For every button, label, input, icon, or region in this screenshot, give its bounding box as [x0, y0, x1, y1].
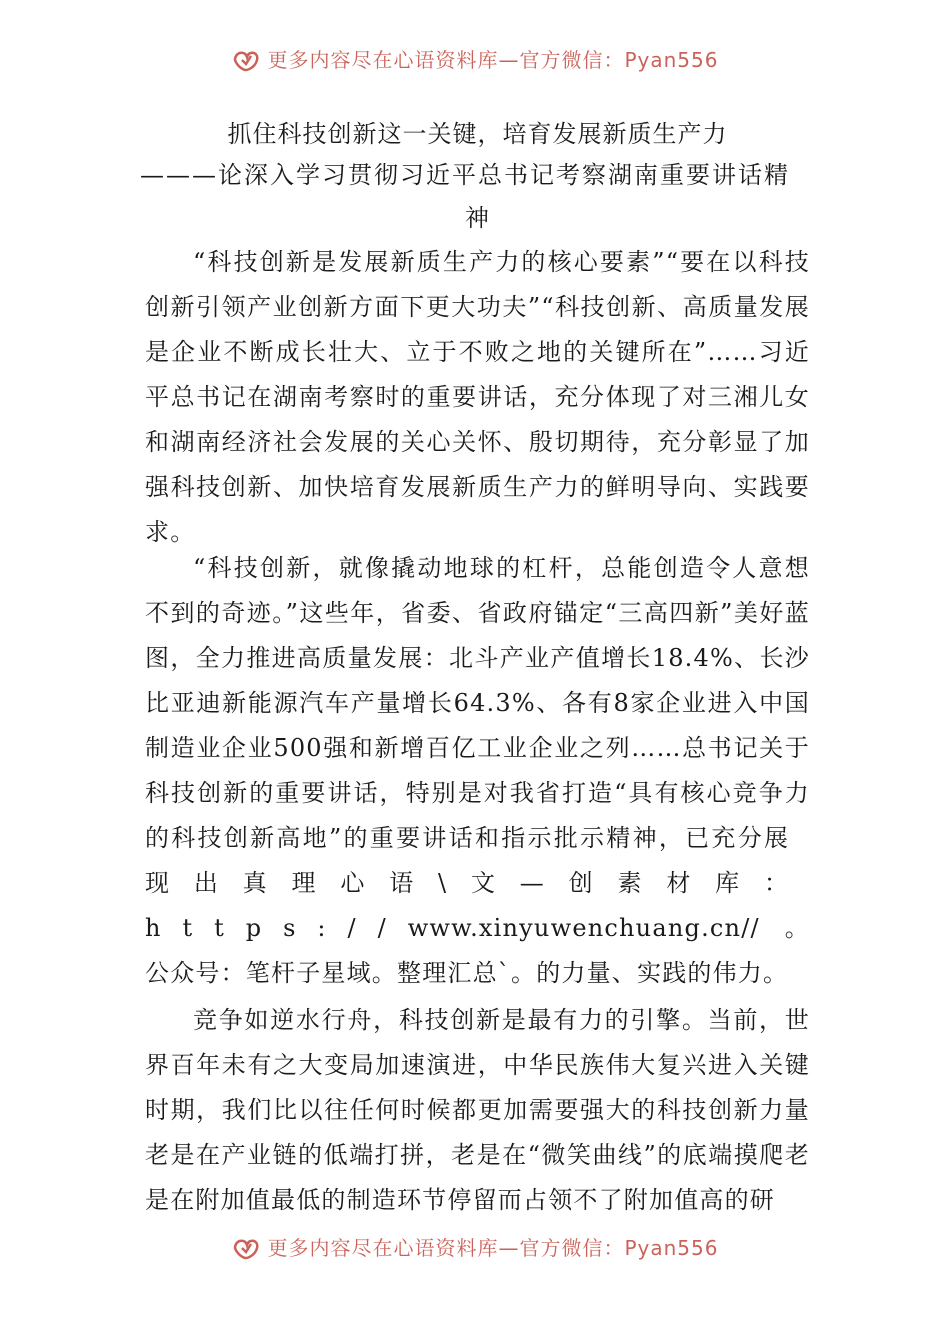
watermark-text: 更多内容尽在心语资料库—官方微信：Pyan556: [267, 48, 719, 72]
article-subtitle-line1: ———论深入学习贯彻习近平总书记考察湖南重要讲话精: [140, 161, 790, 189]
footer-watermark: [0, 1232, 950, 1261]
paragraph-2: [145, 546, 810, 996]
paragraph-2-source-line: 展现出真理心语\文—创素材库：https://: [145, 824, 810, 942]
logo-icon: [231, 48, 261, 72]
article-subtitle-line2: 神: [465, 204, 490, 232]
paragraph-1: “科技创新是发展新质生产力的核心要素”“要在以科技创新引领产业创新方面下更大功夫”“科技创新、高质量发展是企业不断成长壮大、立于不败之地的关键所在”……习近平总书记在湖南考察时的重要讲话，充分体现了对三湘儿女和湖南经济社会发展的关心关怀、殷切期待，充分彰显了加强科技创新、加快培育发展新质生产力的鲜明导向、实践要求。: [145, 248, 810, 546]
paragraph-3: 竞争如逆水行舟，科技创新是最有力的引擎。当前，世界百年未有之大变局加速演进，中华民族伟大复兴进入关键时期，我们比以往任何时候都更加需要强大的科技创新力量老是在产业链的低端打拼，老是在“微笑曲线”的底端摸爬老是在附加值最低的制造环节停留而占领不了附加值高的研: [145, 1006, 810, 1214]
watermark-text: 更多内容尽在心语资料库—官方微信：Pyan556: [267, 1236, 719, 1260]
logo-icon: [231, 1236, 261, 1260]
article-title: 抓住科技创新这一关键，培育发展新质生产力: [227, 120, 728, 148]
paragraph-2-body: “科技创新，就像撬动地球的杠杆，总能创造令人意想不到的奇迹。”这些年，省委、省政府锚定“三高四新”美好蓝图，全力推进高质量发展：北斗产业产值增长18.4%、长沙比亚迪新能源汽车产量增长64.3%、各有8家企业进入中国制造业企业500强和新增百亿工业企业之列……总书记关于科技创新的重要讲话，特别是对我省打造“具有核心竞争力的科技创新高地”的重要讲话和指示批示精神，已充分: [145, 554, 810, 852]
paragraph-2-source-url: www.xinyuwenchuang.cn//。公众号：笔杆子星域。整理汇总`。的力量、实践的伟力。: [145, 914, 810, 987]
header-watermark: [0, 44, 950, 73]
